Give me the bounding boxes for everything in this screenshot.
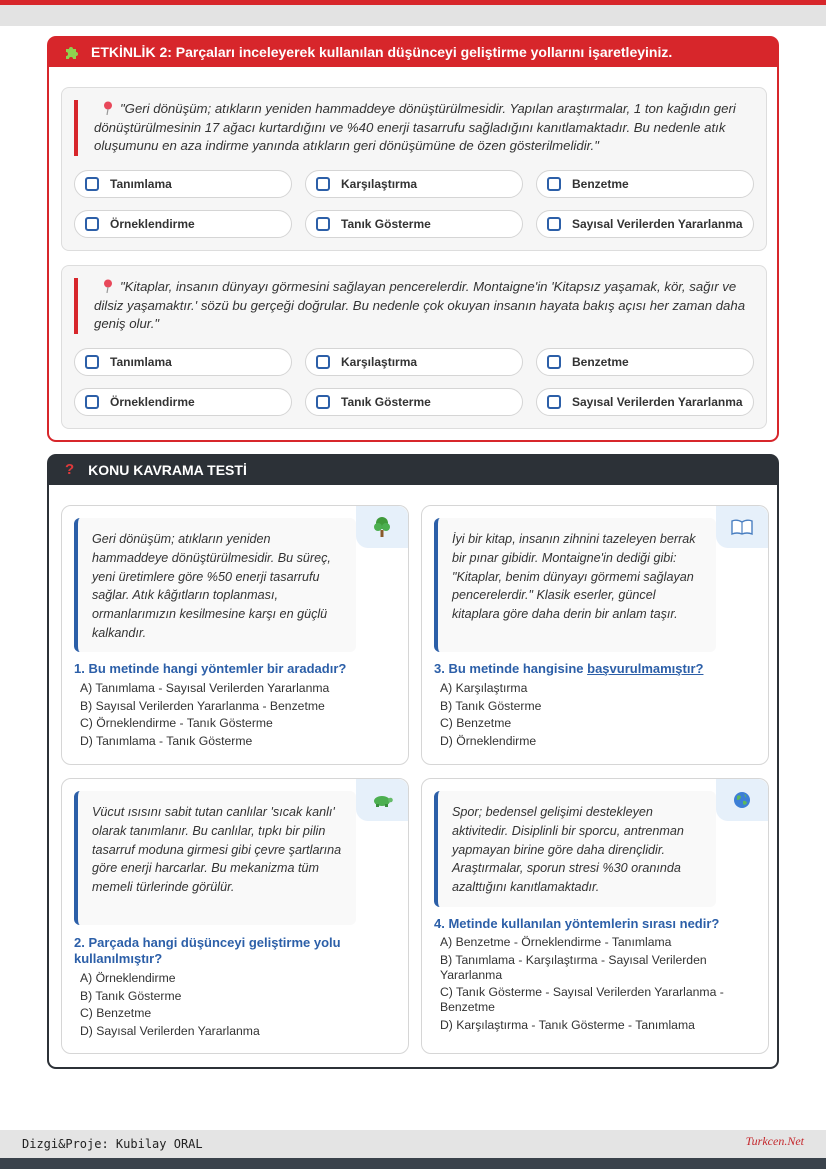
activity-quote: "Kitaplar, insanın dünyayı görmesini sağlayan pencerelerdir. Montaigne'in 'Kitapsız yaşamak, kör, sağır ve dilsiz yaşamaktır.' sözü bu gerçeği doğrular. Bu nedenle çok okuyan insanın hayata bakış açısı her zaman daha geniş olur." [74, 278, 756, 334]
activity-card [61, 87, 767, 251]
choice-d[interactable]: D) Tanımlama - Tanık Gösterme [80, 733, 253, 748]
choice-d[interactable]: D) Örneklendirme [440, 733, 537, 748]
checkbox[interactable] [85, 395, 99, 409]
option-tanimlama[interactable]: Tanımlama [74, 170, 292, 198]
checkbox[interactable] [85, 177, 99, 191]
choice-a[interactable]: A) Benzetme - Örneklendirme - Tanımlama [440, 935, 672, 949]
option-tanimlama[interactable]: Tanımlama [74, 348, 292, 376]
checkbox[interactable] [547, 355, 561, 369]
question-mark-icon: ? [65, 461, 75, 478]
footer [0, 1130, 826, 1158]
choice-c[interactable]: C) Örneklendirme - Tanık Gösterme [80, 716, 273, 731]
option-karsilastirma[interactable]: Karşılaştırma [305, 348, 523, 376]
choice-a[interactable]: A) Karşılaştırma [440, 681, 528, 695]
activity-quote: "Geri dönüşüm; atıkların yeniden hammaddeye dönüştürülmesidir. Yapılan araştırmalar, 1 ton kağıdın geri dönüştürülmesinin 17 ağacı kurtardığını ve %40 enerji tasarrufu sağladığını kanıtlamaktadır. Bu nedenle atık oluşumunu en aza indirme yanında atıkların geri dönüşümüne de özen gösterilmelidir." [74, 100, 756, 156]
tree-icon [356, 506, 408, 548]
checkbox[interactable] [316, 355, 330, 369]
choice-c[interactable]: C) Benzetme [80, 1006, 152, 1021]
question-stem: 2. Parçada hangi düşünceyi geliştirme yolu kullanılmıştır? [74, 935, 341, 966]
globe-icon [716, 779, 768, 821]
site-logo: Turkcen.Net [745, 1134, 804, 1148]
checkbox[interactable] [547, 395, 561, 409]
choice-b[interactable]: B) Tanımlama - Karşılaştırma - Sayısal Verilerden Yararlanma [440, 952, 707, 982]
option-benzetme[interactable]: Benzetme [536, 348, 754, 376]
answer-choices [440, 680, 758, 750]
option-sayisal-veriler[interactable]: Sayısal Verilerden Yararlanma [536, 388, 754, 416]
question-passage: Geri dönüşüm; atıkların yeniden hammaddeye dönüştürülmesidir. Bu süreç, yeni üretimlere göre %50 enerji tasarrufu sağlar. Atık kâğıtların toplanması, ormanlarımızın kesilmesine karşı en güçlü kalkandır. [74, 518, 356, 652]
checkbox[interactable] [547, 217, 561, 231]
answer-choices [440, 935, 758, 1033]
choice-b[interactable]: B) Sayısal Verilerden Yararlanma - Benzetme [80, 698, 325, 713]
underlined-word: başvurulmamıştır? [587, 661, 704, 676]
choice-c[interactable]: C) Benzetme [440, 716, 512, 731]
checkbox[interactable] [316, 217, 330, 231]
question-stem: 1. Bu metinde hangi yöntemler bir aradadır? [74, 661, 347, 676]
question-stem: 4. Metinde kullanılan yöntemlerin sırası nedir? [434, 916, 720, 931]
activity-box [47, 67, 779, 442]
question-stem: 3. Bu metinde hangisine başvurulmamıştır? [434, 661, 704, 676]
checkbox[interactable] [316, 177, 330, 191]
test-box [47, 485, 779, 1069]
credit-text: Dizgi&Proje: Kubilay ORAL [22, 1137, 203, 1151]
checkbox[interactable] [316, 395, 330, 409]
test-header [47, 454, 779, 485]
answer-choices [80, 680, 398, 750]
pushpin-icon [102, 279, 114, 293]
choice-a[interactable]: A) Örneklendirme [80, 971, 176, 985]
option-orneklendirme[interactable]: Örneklendirme [74, 388, 292, 416]
activity-card [61, 265, 767, 429]
choice-d[interactable]: D) Karşılaştırma - Tanık Gösterme - Tanımlama [440, 1017, 695, 1032]
option-karsilastirma[interactable]: Karşılaştırma [305, 170, 523, 198]
choice-a[interactable]: A) Tanımlama - Sayısal Verilerden Yararlanma [80, 681, 330, 695]
top-bar [0, 0, 826, 26]
checkbox[interactable] [85, 355, 99, 369]
option-orneklendirme[interactable]: Örneklendirme [74, 210, 292, 238]
activity-header [47, 36, 779, 67]
question-card-3 [421, 505, 769, 765]
puzzle-icon [63, 44, 79, 60]
question-card-4 [421, 778, 769, 1054]
checkbox[interactable] [547, 177, 561, 191]
question-card-1 [61, 505, 409, 765]
answer-choices [80, 970, 398, 1040]
checkbox[interactable] [85, 217, 99, 231]
choice-d[interactable]: D) Sayısal Verilerden Yararlanma [80, 1023, 260, 1038]
choice-c[interactable]: C) Tanık Gösterme - Sayısal Verilerden Yararlanma - Benzetme [440, 985, 724, 1015]
choice-b[interactable]: B) Tanık Gösterme [80, 988, 182, 1003]
option-tanik-gosterme[interactable]: Tanık Gösterme [305, 210, 523, 238]
bottom-bar [0, 1158, 826, 1169]
activity-title: ETKİNLİK 2: Parçaları inceleyerek kullanılan düşünceyi geliştirme yollarını işaretleyiniz. [91, 43, 673, 60]
question-passage: Vücut ısısını sabit tutan canlılar 'sıcak kanlı' olarak tanımlanır. Bu canlılar, tıpkı bir pilin tasarruf moduna girmesi gibi çevre şartlarına göre enerji harcarlar. Bu mekanizma tüm memeli türlerinde görülür. [74, 791, 356, 925]
choice-b[interactable]: B) Tanık Gösterme [440, 698, 542, 713]
turtle-icon [356, 779, 408, 821]
test-title: KONU KAVRAMA TESTİ [88, 461, 247, 478]
question-card-2 [61, 778, 409, 1054]
book-icon [716, 506, 768, 548]
option-tanik-gosterme[interactable]: Tanık Gösterme [305, 388, 523, 416]
option-sayisal-veriler[interactable]: Sayısal Verilerden Yararlanma [536, 210, 754, 238]
pushpin-icon [102, 101, 114, 115]
question-passage: İyi bir kitap, insanın zihnini tazeleyen berrak bir pınar gibidir. Montaigne'in dediği gibi: "Kitaplar, benim dünyayı görmemi sağlayan pencerelerdir." Klasik eserler, güncel kitaplara göre daha derin bir anlam taşır. [434, 518, 716, 652]
option-benzetme[interactable]: Benzetme [536, 170, 754, 198]
question-passage: Spor; bedensel gelişimi destekleyen aktivitedir. Disiplinli bir sporcu, antrenman yapmayan birine göre daha dirençlidir. Araştırmalar, sporun stresi %30 oranında azalttığını kanıtlamaktadır. [434, 791, 716, 907]
